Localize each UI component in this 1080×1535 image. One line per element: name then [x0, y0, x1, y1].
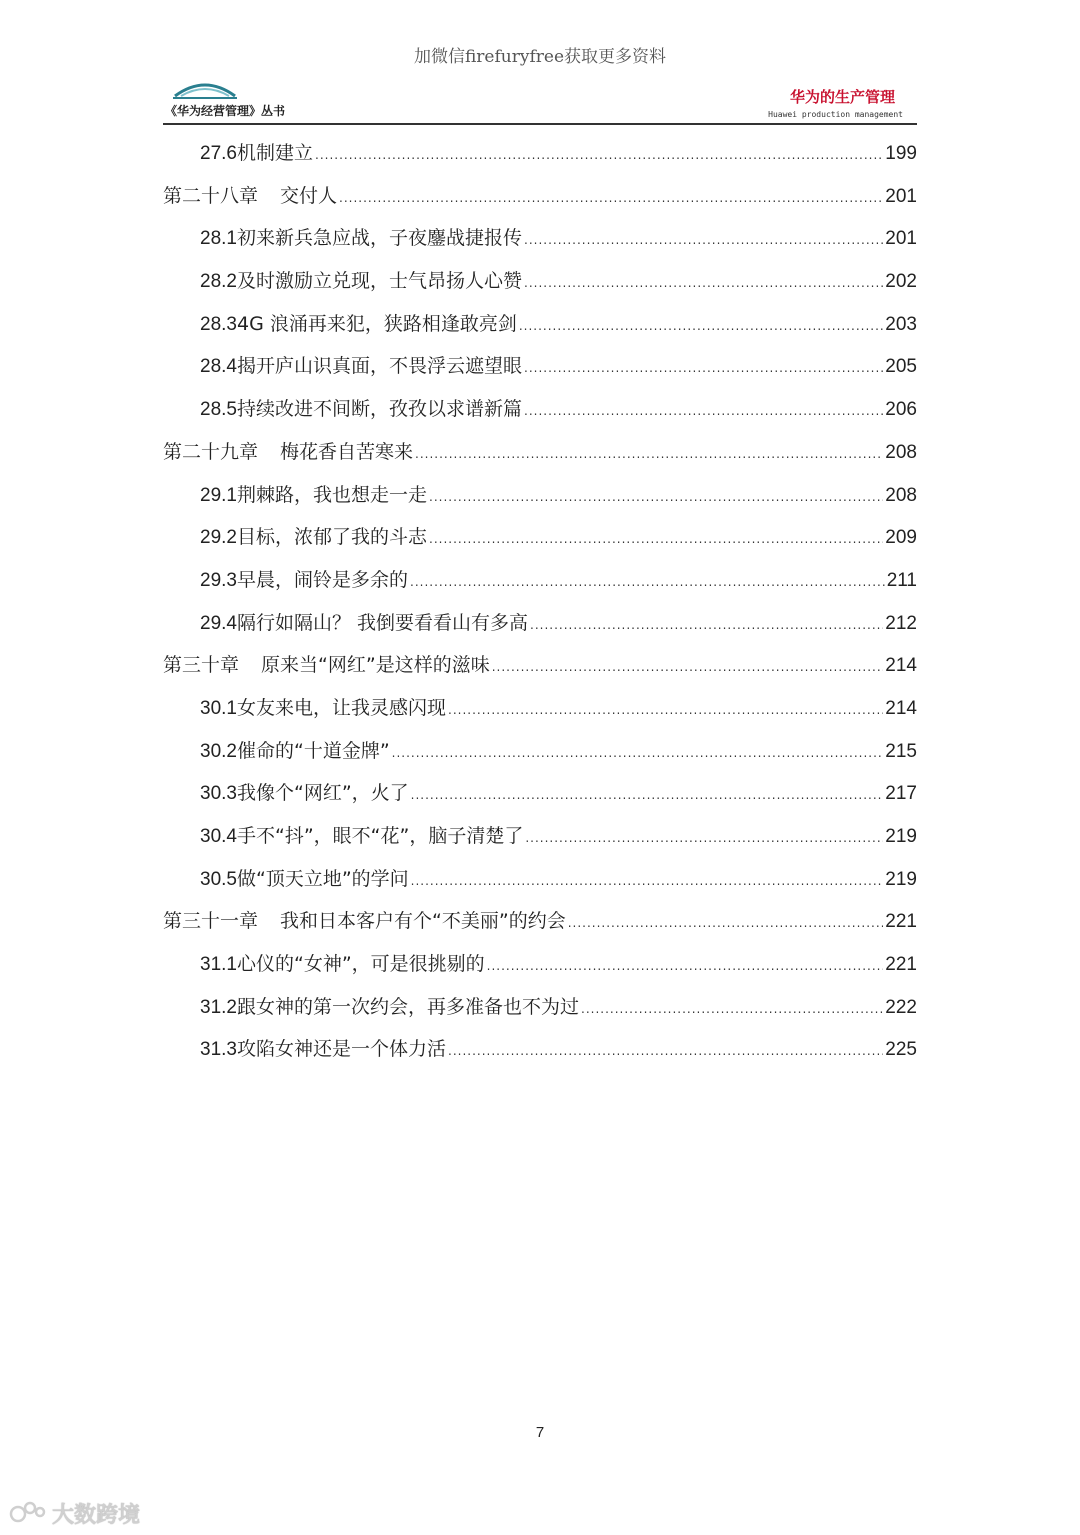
toc-entry-page: 219	[885, 868, 917, 890]
toc-section-row[interactable]	[163, 943, 917, 986]
toc-entry-page: 221	[885, 954, 917, 976]
toc-entry-page: 201	[885, 228, 917, 250]
toc-entry-number: 28.5	[200, 399, 237, 421]
toc-section-row[interactable]	[163, 858, 917, 901]
toc-section-row[interactable]	[163, 260, 917, 303]
top-note: 加微信firefuryfree获取更多资料	[413, 47, 667, 67]
toc-entry-page: 214	[885, 655, 917, 677]
toc-entry-page: 212	[885, 612, 917, 634]
toc-entry-number: 30.3	[200, 783, 237, 805]
toc-entry-title: 隔行如隔山？ 我倒要看看山有多高	[236, 611, 529, 634]
toc-section-row[interactable]	[163, 602, 917, 645]
toc-dot-leader	[530, 604, 883, 647]
toc-entry-number: 29.3	[200, 569, 237, 591]
toc-section-row[interactable]	[163, 815, 917, 858]
toc-entry-number: 第三十章	[163, 655, 240, 677]
toc-entry-title: 初来新兵急应战，子夜鏖战捷报传	[236, 227, 522, 250]
toc-entry-page: 208	[885, 441, 917, 463]
toc-entry-page: 209	[885, 527, 917, 549]
toc-entry-page: 219	[885, 826, 917, 847]
book-title: 华为的生产管理	[789, 88, 895, 106]
watermark	[8, 1496, 140, 1530]
toc-section-row[interactable]	[163, 132, 917, 175]
toc-section-row[interactable]	[163, 687, 917, 730]
toc-entry-number: 30.5	[200, 868, 237, 890]
toc-entry-number: 第二十八章	[163, 185, 259, 207]
toc-entry-title: 目标，浓郁了我的斗志	[236, 526, 427, 549]
toc-dot-leader	[429, 518, 883, 561]
toc-dot-leader	[448, 1030, 883, 1073]
book-subtitle: Huawei production management	[768, 110, 903, 119]
toc-entry-title: 做“顶天立地”的学问	[236, 867, 409, 890]
toc-entry-page: 208	[885, 484, 917, 506]
watermark-text: 大数跨境	[52, 1502, 141, 1528]
toc-entry-title: 梅花香自苦寒来	[280, 440, 414, 463]
toc-entry-page: 211	[886, 569, 917, 591]
toc-entry-title: 机制建立	[236, 142, 313, 164]
toc-entry-title: 荆棘路，我也想走一走	[236, 483, 427, 506]
mountain-logo-icon	[173, 78, 237, 102]
toc-chapter-row[interactable]	[163, 175, 917, 218]
toc-entry-title: 攻陷女神还是一个体力活	[236, 1038, 446, 1061]
toc-entry-number: 29.1	[200, 484, 237, 506]
toc-section-row[interactable]	[163, 772, 917, 815]
toc-entry-number: 31.2	[200, 996, 237, 1018]
toc-entry-number: 31.1	[200, 954, 237, 976]
toc-entry-page: 215	[885, 740, 917, 762]
table-of-contents	[163, 132, 917, 1071]
toc-entry-page: 214	[885, 697, 917, 719]
page-number: 7	[535, 1424, 545, 1441]
toc-section-row[interactable]	[163, 217, 917, 260]
toc-entry-number: 第二十九章	[163, 441, 259, 463]
toc-entry-number: 28.1	[200, 228, 237, 250]
watermark-logo-icon	[8, 1498, 48, 1528]
toc-entry-number: 29.4	[200, 612, 237, 634]
toc-dot-leader	[411, 860, 884, 903]
toc-chapter-row[interactable]	[163, 431, 917, 474]
toc-section-row[interactable]	[163, 345, 917, 388]
toc-entry-title: 揭开庐山识真面，不畏浮云遮望眼	[236, 355, 522, 378]
toc-dot-leader	[315, 134, 883, 177]
toc-entry-title: 原来当“网红”是这样的滋味	[261, 654, 490, 677]
toc-section-row[interactable]	[163, 303, 917, 346]
toc-entry-page: 203	[885, 313, 917, 335]
page-header	[163, 78, 917, 126]
toc-entry-page: 217	[885, 783, 917, 805]
toc-chapter-row[interactable]	[163, 900, 917, 943]
toc-dot-leader	[524, 219, 883, 262]
toc-section-row[interactable]	[163, 1028, 917, 1071]
toc-dot-leader	[429, 476, 883, 519]
toc-entry-page: 201	[885, 185, 917, 207]
toc-dot-leader	[411, 774, 884, 817]
toc-entry-title: 4G 浪涌再来犯，狭路相逢敢亮剑	[236, 312, 517, 335]
toc-entry-title: 交付人	[280, 184, 338, 207]
toc-entry-number: 30.2	[200, 740, 237, 762]
toc-section-row[interactable]	[163, 730, 917, 773]
toc-entry-number: 31.3	[200, 1039, 237, 1061]
toc-entry-title: 我像个“网红”，火了	[236, 782, 409, 805]
toc-entry-number: 第三十一章	[163, 911, 259, 933]
toc-dot-leader	[519, 305, 883, 348]
toc-dot-leader	[581, 988, 883, 1031]
toc-entry-number: 29.2	[200, 527, 237, 549]
toc-entry-number: 28.3	[200, 313, 237, 335]
toc-entry-number: 30.1	[200, 697, 237, 719]
toc-entry-number: 30.4	[200, 826, 237, 847]
toc-entry-title: 手不“抖”，眼不“花”，脑子清楚了	[236, 825, 524, 847]
toc-entry-title: 持续改进不间断，孜孜以求谱新篇	[236, 398, 522, 421]
toc-dot-leader	[524, 262, 883, 305]
toc-chapter-row[interactable]	[163, 644, 917, 687]
series-title: 《华为经营管理》丛书	[165, 104, 286, 118]
toc-entry-page: 199	[885, 143, 917, 164]
toc-entry-page: 222	[885, 996, 917, 1018]
toc-entry-title: 我和日本客户有个“不美丽”的约会	[280, 910, 566, 933]
toc-dot-leader	[448, 689, 883, 732]
toc-entry-page: 202	[885, 271, 917, 293]
toc-entry-page: 221	[885, 911, 917, 933]
toc-section-row[interactable]	[163, 986, 917, 1029]
toc-dot-leader	[415, 433, 883, 476]
toc-entry-title: 及时激励立兑现，士气昂扬人心赞	[236, 270, 522, 293]
toc-entry-number: 27.6	[200, 143, 237, 164]
toc-dot-leader	[568, 902, 884, 945]
toc-entry-page: 206	[885, 399, 917, 421]
toc-entry-title: 心仪的“女神”，可是很挑剔的	[236, 953, 485, 976]
toc-entry-page: 225	[885, 1039, 917, 1061]
toc-section-row[interactable]	[163, 516, 917, 559]
toc-section-row[interactable]	[163, 388, 917, 431]
toc-dot-leader	[410, 561, 885, 604]
toc-section-row[interactable]	[163, 559, 917, 602]
toc-dot-leader	[487, 945, 884, 988]
toc-dot-leader	[524, 347, 883, 390]
toc-entry-title: 跟女神的第一次约会，再多准备也不为过	[236, 995, 579, 1018]
toc-entry-title: 早晨，闹铃是多余的	[236, 568, 408, 591]
toc-entry-title: 催命的“十道金牌”	[236, 739, 390, 762]
toc-entry-number: 28.4	[200, 356, 237, 378]
toc-dot-leader	[524, 390, 883, 433]
toc-entry-page: 205	[885, 356, 917, 378]
toc-section-row[interactable]	[163, 474, 917, 517]
toc-dot-leader	[492, 646, 884, 689]
toc-dot-leader	[392, 732, 884, 775]
toc-dot-leader	[339, 177, 883, 220]
toc-entry-title: 女友来电，让我灵感闪现	[236, 696, 446, 719]
toc-dot-leader	[525, 817, 883, 860]
header-rule	[163, 123, 917, 125]
toc-entry-number: 28.2	[200, 271, 237, 293]
